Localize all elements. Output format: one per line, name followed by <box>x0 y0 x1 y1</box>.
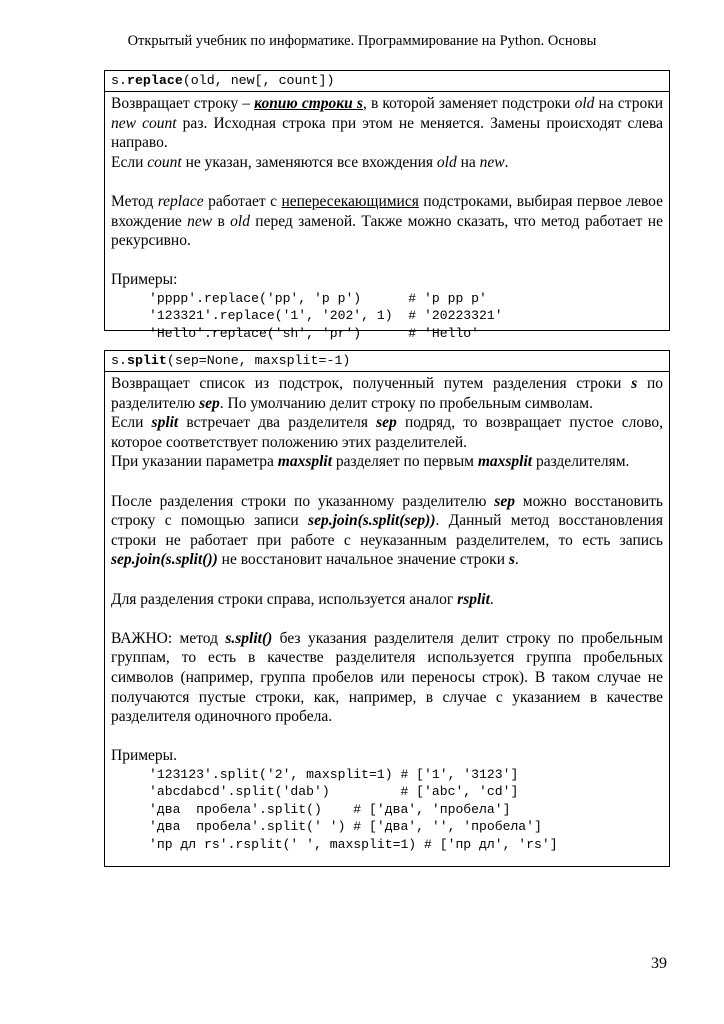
sig-args: (sep=None, maxsplit=-1) <box>166 353 351 368</box>
code-line: 'pppp'.replace('pp', 'p p') # 'p pp p' <box>149 290 487 306</box>
replace-method-box <box>104 70 670 341</box>
replace-paragraph-1: Возвращает строку – копию строки s, в которой заменяет подстроки old на строки new count раз. Исходная строка при этом не меняется. Замены происходят слева направо. <box>111 95 664 152</box>
sig-prefix: s. <box>111 73 127 88</box>
code-line: 'два пробела'.split(' ') # ['два', '', 'пробела'] <box>149 819 542 835</box>
split-paragraph-3: При указании параметра maxsplit разделяет по первым maxsplit разделителям. <box>111 453 630 471</box>
code-line: 'abcdabcd'.split('dab') # ['abc', 'cd'] <box>149 784 519 800</box>
replace-paragraph-2: Если count не указан, заменяются все вхождения old на new. <box>111 153 509 171</box>
code-line: 'два пробела'.split() # ['два', 'пробела'] <box>149 801 511 817</box>
sig-prefix: s. <box>111 353 127 368</box>
split-paragraph-2: Если split встречает два разделителя sep подряд, то возвращает пустое слово, которое соответствует положению этих разделителей. <box>111 414 663 451</box>
split-paragraph-4: После разделения строки по указанному разделителю sep можно восстановить строку с помощью записи sep.join(s.split(sep)). Данный метод восстановления строки не работает при работе с неуказанным разделителем, то есть запись sep.join(s.split()) не восстановит начальное значение строки s. <box>111 492 663 569</box>
code-line: '123123'.split('2', maxsplit=1) # ['1', '3123'] <box>149 766 519 782</box>
split-paragraph-1: Возвращает список из подстрок, полученный путем разделения строки s по разделителю sep. По умолчанию делит строку по пробельным символам. <box>111 375 663 412</box>
split-method-box <box>104 350 670 867</box>
split-paragraph-5: Для разделения строки справа, используется аналог rsplit. <box>111 590 494 608</box>
split-signature <box>105 351 669 372</box>
replace-paragraph-3: Метод replace работает с непересекающимися подстроками, выбирая первое левое вхождение new в old перед заменой. Также можно сказать, что метод работает не рекурсивно. <box>111 192 663 250</box>
code-line: 'Hello'.replace('sh', 'pr') # 'Hello' <box>149 325 480 341</box>
split-examples-label: Примеры. <box>111 747 177 765</box>
replace-signature <box>105 71 669 92</box>
code-line: '123321'.replace('1', '202', 1) # '20223321' <box>149 308 503 324</box>
code-line: 'пр дл rs'.rsplit(' ', maxsplit=1) # ['пр дл', 'rs'] <box>149 836 558 852</box>
sig-name: replace <box>126 73 183 88</box>
replace-examples-label: Примеры: <box>111 271 178 289</box>
sig-name: split <box>126 353 167 368</box>
replace-description <box>105 92 669 344</box>
page-number: 39 <box>651 955 667 972</box>
running-header: Открытый учебник по информатике. Программирование на Python. Основы <box>127 33 597 49</box>
split-description <box>105 372 669 855</box>
split-paragraph-6: ВАЖНО: метод s.split() без указания разделителя делит строку по пробельным группам, то есть в качестве разделителя используется группа пробельных символов (например, группа пробелов или переносы строк). В таком случае не получаются пустые строки, как, например, в случае с указанием в качестве разделителя одиночного пробела. <box>111 629 663 726</box>
sig-args: (old, new[, count]) <box>182 73 335 88</box>
